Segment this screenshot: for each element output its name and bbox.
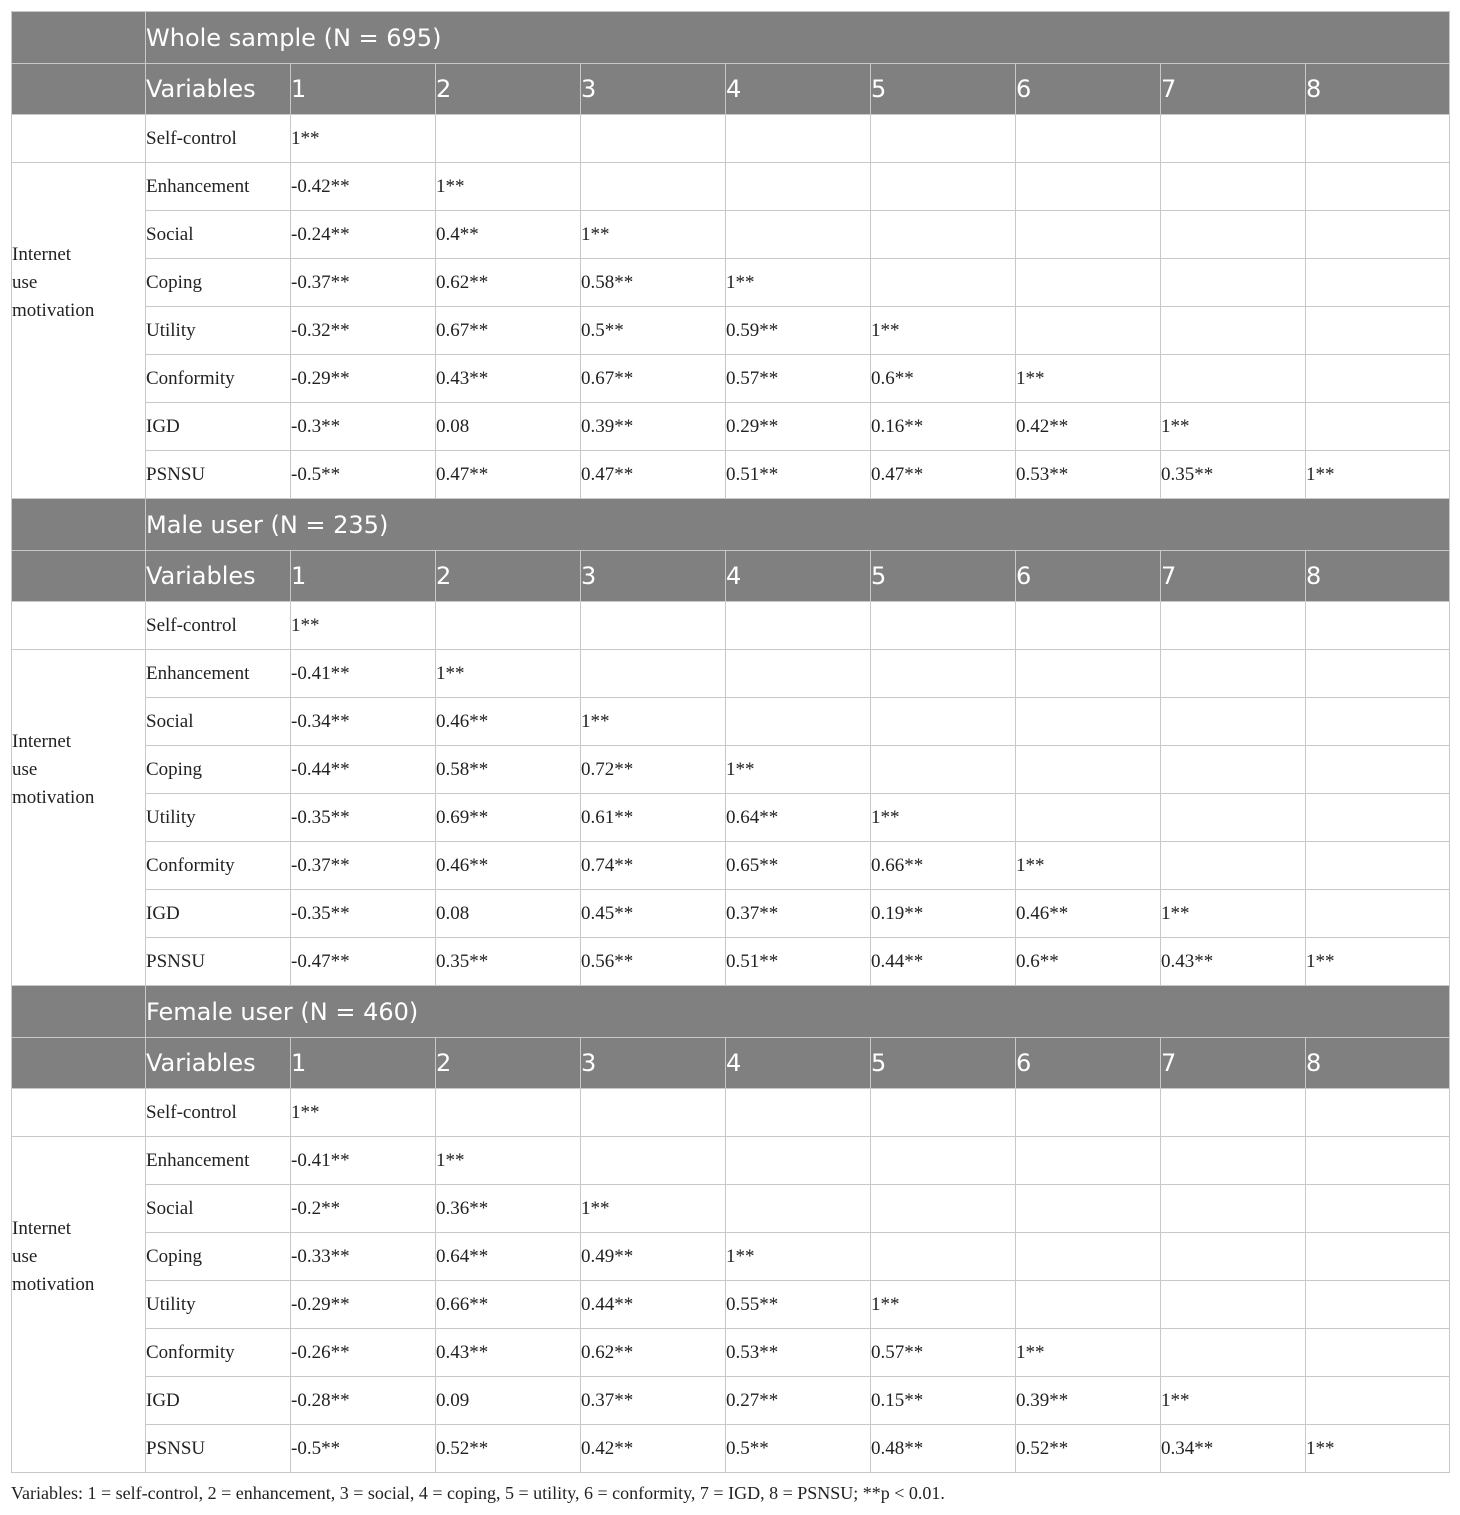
correlation-cell xyxy=(1306,890,1450,938)
correlation-cell: -0.35** xyxy=(291,794,436,842)
correlation-cell: 0.5** xyxy=(581,307,726,355)
correlation-cell: 0.58** xyxy=(581,259,726,307)
correlation-cell: 0.43** xyxy=(436,1329,581,1377)
correlation-cell: 0.08 xyxy=(436,890,581,938)
correlation-cell: 0.36** xyxy=(436,1185,581,1233)
correlation-cell: 0.39** xyxy=(581,403,726,451)
correlation-cell xyxy=(871,602,1016,650)
correlation-cell xyxy=(871,698,1016,746)
correlation-cell: -0.37** xyxy=(291,259,436,307)
correlation-cell xyxy=(1306,211,1450,259)
correlation-cell: 0.48** xyxy=(871,1425,1016,1473)
group-cell-empty xyxy=(12,451,146,499)
column-header: 8 xyxy=(1306,551,1450,602)
correlation-cell xyxy=(1161,259,1306,307)
correlation-cell xyxy=(1161,1281,1306,1329)
correlation-cell: 0.53** xyxy=(726,1329,871,1377)
correlation-cell: 0.46** xyxy=(436,842,581,890)
column-header: 4 xyxy=(726,1038,871,1089)
correlation-cell: 0.67** xyxy=(581,355,726,403)
correlation-cell: 0.62** xyxy=(581,1329,726,1377)
correlation-cell: -0.29** xyxy=(291,355,436,403)
correlation-cell: 0.47** xyxy=(871,451,1016,499)
section-title: Female user (N = 460) xyxy=(146,986,1450,1038)
correlation-cell xyxy=(1306,746,1450,794)
variable-name: Coping xyxy=(146,1233,291,1281)
section-title: Whole sample (N = 695) xyxy=(146,12,1450,64)
correlation-cell: 0.49** xyxy=(581,1233,726,1281)
column-header: 3 xyxy=(581,551,726,602)
correlation-cell xyxy=(1016,1089,1161,1137)
correlation-cell: 0.4** xyxy=(436,211,581,259)
correlation-cell: 0.42** xyxy=(581,1425,726,1473)
variable-name: Conformity xyxy=(146,842,291,890)
correlation-cell xyxy=(1161,1089,1306,1137)
correlation-cell xyxy=(1306,355,1450,403)
table-row xyxy=(12,259,1450,307)
correlation-cell: 1** xyxy=(726,259,871,307)
correlation-cell: 1** xyxy=(871,307,1016,355)
column-header: 5 xyxy=(871,551,1016,602)
variable-name: Enhancement xyxy=(146,163,291,211)
column-header: 4 xyxy=(726,551,871,602)
correlation-cell xyxy=(1161,211,1306,259)
correlation-cell: 0.55** xyxy=(726,1281,871,1329)
correlation-cell: 1** xyxy=(1306,938,1450,986)
correlation-cell xyxy=(1161,602,1306,650)
table-row xyxy=(12,115,1450,163)
group-label: Internet use motivation xyxy=(12,163,146,403)
column-header: 3 xyxy=(581,64,726,115)
correlation-cell xyxy=(1306,259,1450,307)
variable-name: Social xyxy=(146,1185,291,1233)
correlation-cell: -0.41** xyxy=(291,650,436,698)
correlation-cell: 0.66** xyxy=(871,842,1016,890)
correlation-cell: -0.24** xyxy=(291,211,436,259)
variables-header: Variables xyxy=(146,64,291,115)
correlation-cell xyxy=(1161,746,1306,794)
variable-name: Self-control xyxy=(146,115,291,163)
correlation-cell: -0.32** xyxy=(291,307,436,355)
correlation-cell: 0.37** xyxy=(581,1377,726,1425)
correlation-cell xyxy=(1016,1233,1161,1281)
correlation-cell xyxy=(1016,163,1161,211)
correlation-cell: 1** xyxy=(1016,842,1161,890)
correlation-cell xyxy=(1016,307,1161,355)
group-cell-empty xyxy=(12,602,146,650)
table-row xyxy=(12,890,1450,938)
correlation-cell: -0.34** xyxy=(291,698,436,746)
correlation-cell: 0.74** xyxy=(581,842,726,890)
correlation-cell: 1** xyxy=(436,163,581,211)
correlation-cell: 0.64** xyxy=(726,794,871,842)
correlation-cell: 0.57** xyxy=(726,355,871,403)
correlation-cell xyxy=(1161,1329,1306,1377)
correlation-cell: 0.29** xyxy=(726,403,871,451)
correlation-cell: 0.51** xyxy=(726,451,871,499)
correlation-cell xyxy=(871,1233,1016,1281)
correlation-cell xyxy=(1306,1329,1450,1377)
correlation-cell xyxy=(581,650,726,698)
correlation-cell xyxy=(871,1185,1016,1233)
correlation-cell xyxy=(1161,1137,1306,1185)
correlation-cell xyxy=(1306,842,1450,890)
correlation-cell xyxy=(581,163,726,211)
correlation-cell: 1** xyxy=(581,698,726,746)
correlation-cell xyxy=(1161,698,1306,746)
correlation-cell xyxy=(726,1185,871,1233)
correlation-cell xyxy=(1016,602,1161,650)
group-cell-empty xyxy=(12,403,146,451)
correlation-cell: 0.27** xyxy=(726,1377,871,1425)
table-row xyxy=(12,746,1450,794)
correlation-cell xyxy=(581,602,726,650)
correlation-cell xyxy=(581,1089,726,1137)
column-header: 4 xyxy=(726,64,871,115)
correlation-cell: 0.72** xyxy=(581,746,726,794)
correlation-cell: 0.66** xyxy=(436,1281,581,1329)
variable-name: Coping xyxy=(146,746,291,794)
correlation-cell: 0.59** xyxy=(726,307,871,355)
table-row xyxy=(12,1185,1450,1233)
variable-name: PSNSU xyxy=(146,1425,291,1473)
correlation-cell xyxy=(1306,403,1450,451)
column-header: 8 xyxy=(1306,64,1450,115)
variable-name: Conformity xyxy=(146,355,291,403)
group-cell-empty xyxy=(12,938,146,986)
table-row xyxy=(12,1281,1450,1329)
correlation-cell: 1** xyxy=(871,1281,1016,1329)
column-header: 6 xyxy=(1016,1038,1161,1089)
correlation-cell: 0.5** xyxy=(726,1425,871,1473)
column-header-row xyxy=(12,64,1450,115)
variable-name: Social xyxy=(146,698,291,746)
correlation-cell: 0.43** xyxy=(1161,938,1306,986)
variables-header: Variables xyxy=(146,551,291,602)
correlation-cell xyxy=(581,115,726,163)
correlation-cell: -0.44** xyxy=(291,746,436,794)
correlation-cell xyxy=(726,602,871,650)
correlation-cell xyxy=(1306,1185,1450,1233)
correlation-cell xyxy=(436,115,581,163)
correlation-cell: -0.26** xyxy=(291,1329,436,1377)
correlation-cell: -0.2** xyxy=(291,1185,436,1233)
variables-header: Variables xyxy=(146,1038,291,1089)
variable-name: Utility xyxy=(146,1281,291,1329)
correlation-cell: 0.69** xyxy=(436,794,581,842)
table-row xyxy=(12,650,1450,698)
correlation-cell xyxy=(1306,1281,1450,1329)
variable-name: PSNSU xyxy=(146,938,291,986)
correlation-cell: -0.37** xyxy=(291,842,436,890)
correlation-cell xyxy=(581,1137,726,1185)
correlation-cell xyxy=(1016,211,1161,259)
header-corner-cell xyxy=(12,12,146,64)
correlation-cell: 1** xyxy=(1161,890,1306,938)
correlation-cell: 1** xyxy=(1306,451,1450,499)
column-header: 1 xyxy=(291,64,436,115)
table-row xyxy=(12,1329,1450,1377)
correlation-cell: 0.57** xyxy=(871,1329,1016,1377)
correlation-cell xyxy=(1306,163,1450,211)
correlation-cell: -0.42** xyxy=(291,163,436,211)
correlation-cell: 1** xyxy=(1161,1377,1306,1425)
table-row xyxy=(12,1377,1450,1425)
column-header: 8 xyxy=(1306,1038,1450,1089)
header-corner-cell xyxy=(12,551,146,602)
column-header: 2 xyxy=(436,64,581,115)
table-row xyxy=(12,1089,1450,1137)
correlation-cell: 1** xyxy=(726,746,871,794)
correlation-cell: 0.64** xyxy=(436,1233,581,1281)
correlation-cell: 0.47** xyxy=(581,451,726,499)
column-header: 7 xyxy=(1161,64,1306,115)
correlation-cell xyxy=(726,1089,871,1137)
correlation-cell: -0.41** xyxy=(291,1137,436,1185)
correlation-cell: -0.33** xyxy=(291,1233,436,1281)
correlation-cell xyxy=(1306,602,1450,650)
correlation-cell xyxy=(1161,1233,1306,1281)
correlation-cell xyxy=(1016,1137,1161,1185)
column-header-row xyxy=(12,551,1450,602)
correlation-cell xyxy=(1016,115,1161,163)
correlation-cell xyxy=(1161,115,1306,163)
correlation-cell xyxy=(1306,1089,1450,1137)
table-row xyxy=(12,451,1450,499)
table-row xyxy=(12,842,1450,890)
correlation-cell: -0.47** xyxy=(291,938,436,986)
variable-name: IGD xyxy=(146,403,291,451)
correlation-cell xyxy=(1161,794,1306,842)
correlation-cell xyxy=(871,259,1016,307)
column-header: 7 xyxy=(1161,551,1306,602)
correlation-cell: 0.47** xyxy=(436,451,581,499)
header-corner-cell xyxy=(12,499,146,551)
table-row xyxy=(12,307,1450,355)
correlation-cell xyxy=(1161,355,1306,403)
correlation-cell xyxy=(726,650,871,698)
correlation-cell: 0.44** xyxy=(581,1281,726,1329)
correlation-cell xyxy=(1306,698,1450,746)
correlation-cell: 0.58** xyxy=(436,746,581,794)
correlation-cell: 1** xyxy=(291,602,436,650)
correlation-cell: 1** xyxy=(581,211,726,259)
correlation-cell: 0.44** xyxy=(871,938,1016,986)
group-label: Internet use motivation xyxy=(12,1137,146,1377)
correlation-cell xyxy=(726,698,871,746)
correlation-cell: 0.35** xyxy=(436,938,581,986)
correlation-cell xyxy=(1016,794,1161,842)
table-row xyxy=(12,1425,1450,1473)
group-label: Internet use motivation xyxy=(12,650,146,890)
correlation-cell: 0.51** xyxy=(726,938,871,986)
correlation-cell: 1** xyxy=(291,115,436,163)
correlation-cell: 1** xyxy=(1306,1425,1450,1473)
correlation-cell: 0.6** xyxy=(1016,938,1161,986)
correlation-cell: 0.39** xyxy=(1016,1377,1161,1425)
section-title-row xyxy=(12,499,1450,551)
correlation-cell xyxy=(1016,1281,1161,1329)
correlation-cell xyxy=(1161,1185,1306,1233)
correlation-cell xyxy=(1161,650,1306,698)
column-header: 1 xyxy=(291,1038,436,1089)
table-row xyxy=(12,602,1450,650)
correlation-cell: -0.35** xyxy=(291,890,436,938)
correlation-cell: 1** xyxy=(1161,403,1306,451)
table-body xyxy=(12,12,1450,1473)
column-header: 5 xyxy=(871,1038,1016,1089)
correlation-cell: 0.08 xyxy=(436,403,581,451)
correlation-cell: 0.65** xyxy=(726,842,871,890)
variable-name: IGD xyxy=(146,890,291,938)
correlation-cell: -0.28** xyxy=(291,1377,436,1425)
variable-name: Self-control xyxy=(146,1089,291,1137)
correlation-cell xyxy=(1306,650,1450,698)
correlation-cell: 0.46** xyxy=(1016,890,1161,938)
column-header: 6 xyxy=(1016,551,1161,602)
correlation-cell xyxy=(1306,307,1450,355)
group-cell-empty xyxy=(12,1377,146,1425)
column-header-row xyxy=(12,1038,1450,1089)
correlation-cell xyxy=(871,115,1016,163)
correlation-cell: 0.53** xyxy=(1016,451,1161,499)
correlation-cell xyxy=(726,1137,871,1185)
correlation-cell: 1** xyxy=(1016,1329,1161,1377)
table-footnote: Variables: 1 = self-control, 2 = enhancement, 3 = social, 4 = coping, 5 = utility, 6 = conformity, 7 = IGD, 8 = PSNSU; **p < 0.01. xyxy=(11,1483,945,1503)
column-header: 1 xyxy=(291,551,436,602)
correlation-cell: -0.5** xyxy=(291,451,436,499)
correlation-cell xyxy=(1161,307,1306,355)
correlation-cell xyxy=(1161,842,1306,890)
variable-name: Utility xyxy=(146,307,291,355)
correlation-cell: 0.35** xyxy=(1161,451,1306,499)
variable-name: Social xyxy=(146,211,291,259)
correlation-cell: 0.45** xyxy=(581,890,726,938)
group-cell-empty xyxy=(12,1089,146,1137)
correlation-cell xyxy=(871,211,1016,259)
correlation-cell: 1** xyxy=(726,1233,871,1281)
correlation-cell xyxy=(871,1089,1016,1137)
correlation-cell xyxy=(1306,115,1450,163)
table-row xyxy=(12,355,1450,403)
table-row xyxy=(12,1233,1450,1281)
correlation-cell: 1** xyxy=(871,794,1016,842)
column-header: 2 xyxy=(436,551,581,602)
section-title-row xyxy=(12,12,1450,64)
correlation-cell: 0.52** xyxy=(1016,1425,1161,1473)
variable-name: Utility xyxy=(146,794,291,842)
group-cell-empty xyxy=(12,115,146,163)
correlation-cell: 0.6** xyxy=(871,355,1016,403)
table-row xyxy=(12,211,1450,259)
variable-name: Enhancement xyxy=(146,1137,291,1185)
table-row xyxy=(12,1137,1450,1185)
correlation-cell: 0.15** xyxy=(871,1377,1016,1425)
correlation-cell: 0.42** xyxy=(1016,403,1161,451)
correlation-cell xyxy=(1306,1377,1450,1425)
correlation-cell: 0.16** xyxy=(871,403,1016,451)
table-row xyxy=(12,403,1450,451)
correlation-cell: 0.09 xyxy=(436,1377,581,1425)
correlation-cell xyxy=(436,1089,581,1137)
column-header: 3 xyxy=(581,1038,726,1089)
correlation-cell: -0.29** xyxy=(291,1281,436,1329)
correlation-cell xyxy=(726,211,871,259)
correlation-cell xyxy=(871,163,1016,211)
header-corner-cell xyxy=(12,64,146,115)
correlation-cell xyxy=(1016,259,1161,307)
correlation-cell: 0.34** xyxy=(1161,1425,1306,1473)
correlation-table xyxy=(11,11,1450,1473)
variable-name: Self-control xyxy=(146,602,291,650)
correlation-cell: 0.61** xyxy=(581,794,726,842)
correlation-cell xyxy=(726,163,871,211)
column-header: 2 xyxy=(436,1038,581,1089)
correlation-cell xyxy=(726,115,871,163)
correlation-cell xyxy=(871,650,1016,698)
section-title-row xyxy=(12,986,1450,1038)
correlation-cell xyxy=(1306,1233,1450,1281)
header-corner-cell xyxy=(12,1038,146,1089)
section-title: Male user (N = 235) xyxy=(146,499,1450,551)
column-header: 7 xyxy=(1161,1038,1306,1089)
column-header: 5 xyxy=(871,64,1016,115)
header-corner-cell xyxy=(12,986,146,1038)
correlation-cell xyxy=(436,602,581,650)
table-row xyxy=(12,938,1450,986)
correlation-cell xyxy=(871,1137,1016,1185)
correlation-cell: 1** xyxy=(436,650,581,698)
correlation-cell: 0.62** xyxy=(436,259,581,307)
correlation-cell xyxy=(1161,163,1306,211)
correlation-cell xyxy=(1016,698,1161,746)
correlation-cell xyxy=(1016,746,1161,794)
table-row xyxy=(12,794,1450,842)
correlation-cell: 0.52** xyxy=(436,1425,581,1473)
variable-name: PSNSU xyxy=(146,451,291,499)
column-header: 6 xyxy=(1016,64,1161,115)
correlation-cell xyxy=(1016,650,1161,698)
correlation-cell: 0.37** xyxy=(726,890,871,938)
correlation-cell: -0.3** xyxy=(291,403,436,451)
correlation-cell: 1** xyxy=(291,1089,436,1137)
correlation-cell xyxy=(871,746,1016,794)
group-cell-empty xyxy=(12,1425,146,1473)
correlation-cell: 0.56** xyxy=(581,938,726,986)
variable-name: Coping xyxy=(146,259,291,307)
correlation-cell: 1** xyxy=(581,1185,726,1233)
correlation-cell: 1** xyxy=(1016,355,1161,403)
correlation-cell: 0.19** xyxy=(871,890,1016,938)
variable-name: IGD xyxy=(146,1377,291,1425)
correlation-cell: 1** xyxy=(436,1137,581,1185)
correlation-cell: 0.67** xyxy=(436,307,581,355)
group-cell-empty xyxy=(12,890,146,938)
table-row xyxy=(12,698,1450,746)
correlation-cell xyxy=(1016,1185,1161,1233)
correlation-cell: 0.46** xyxy=(436,698,581,746)
correlation-cell: -0.5** xyxy=(291,1425,436,1473)
variable-name: Conformity xyxy=(146,1329,291,1377)
table-row xyxy=(12,163,1450,211)
correlation-cell: 0.43** xyxy=(436,355,581,403)
correlation-cell xyxy=(1306,1137,1450,1185)
variable-name: Enhancement xyxy=(146,650,291,698)
correlation-cell xyxy=(1306,794,1450,842)
